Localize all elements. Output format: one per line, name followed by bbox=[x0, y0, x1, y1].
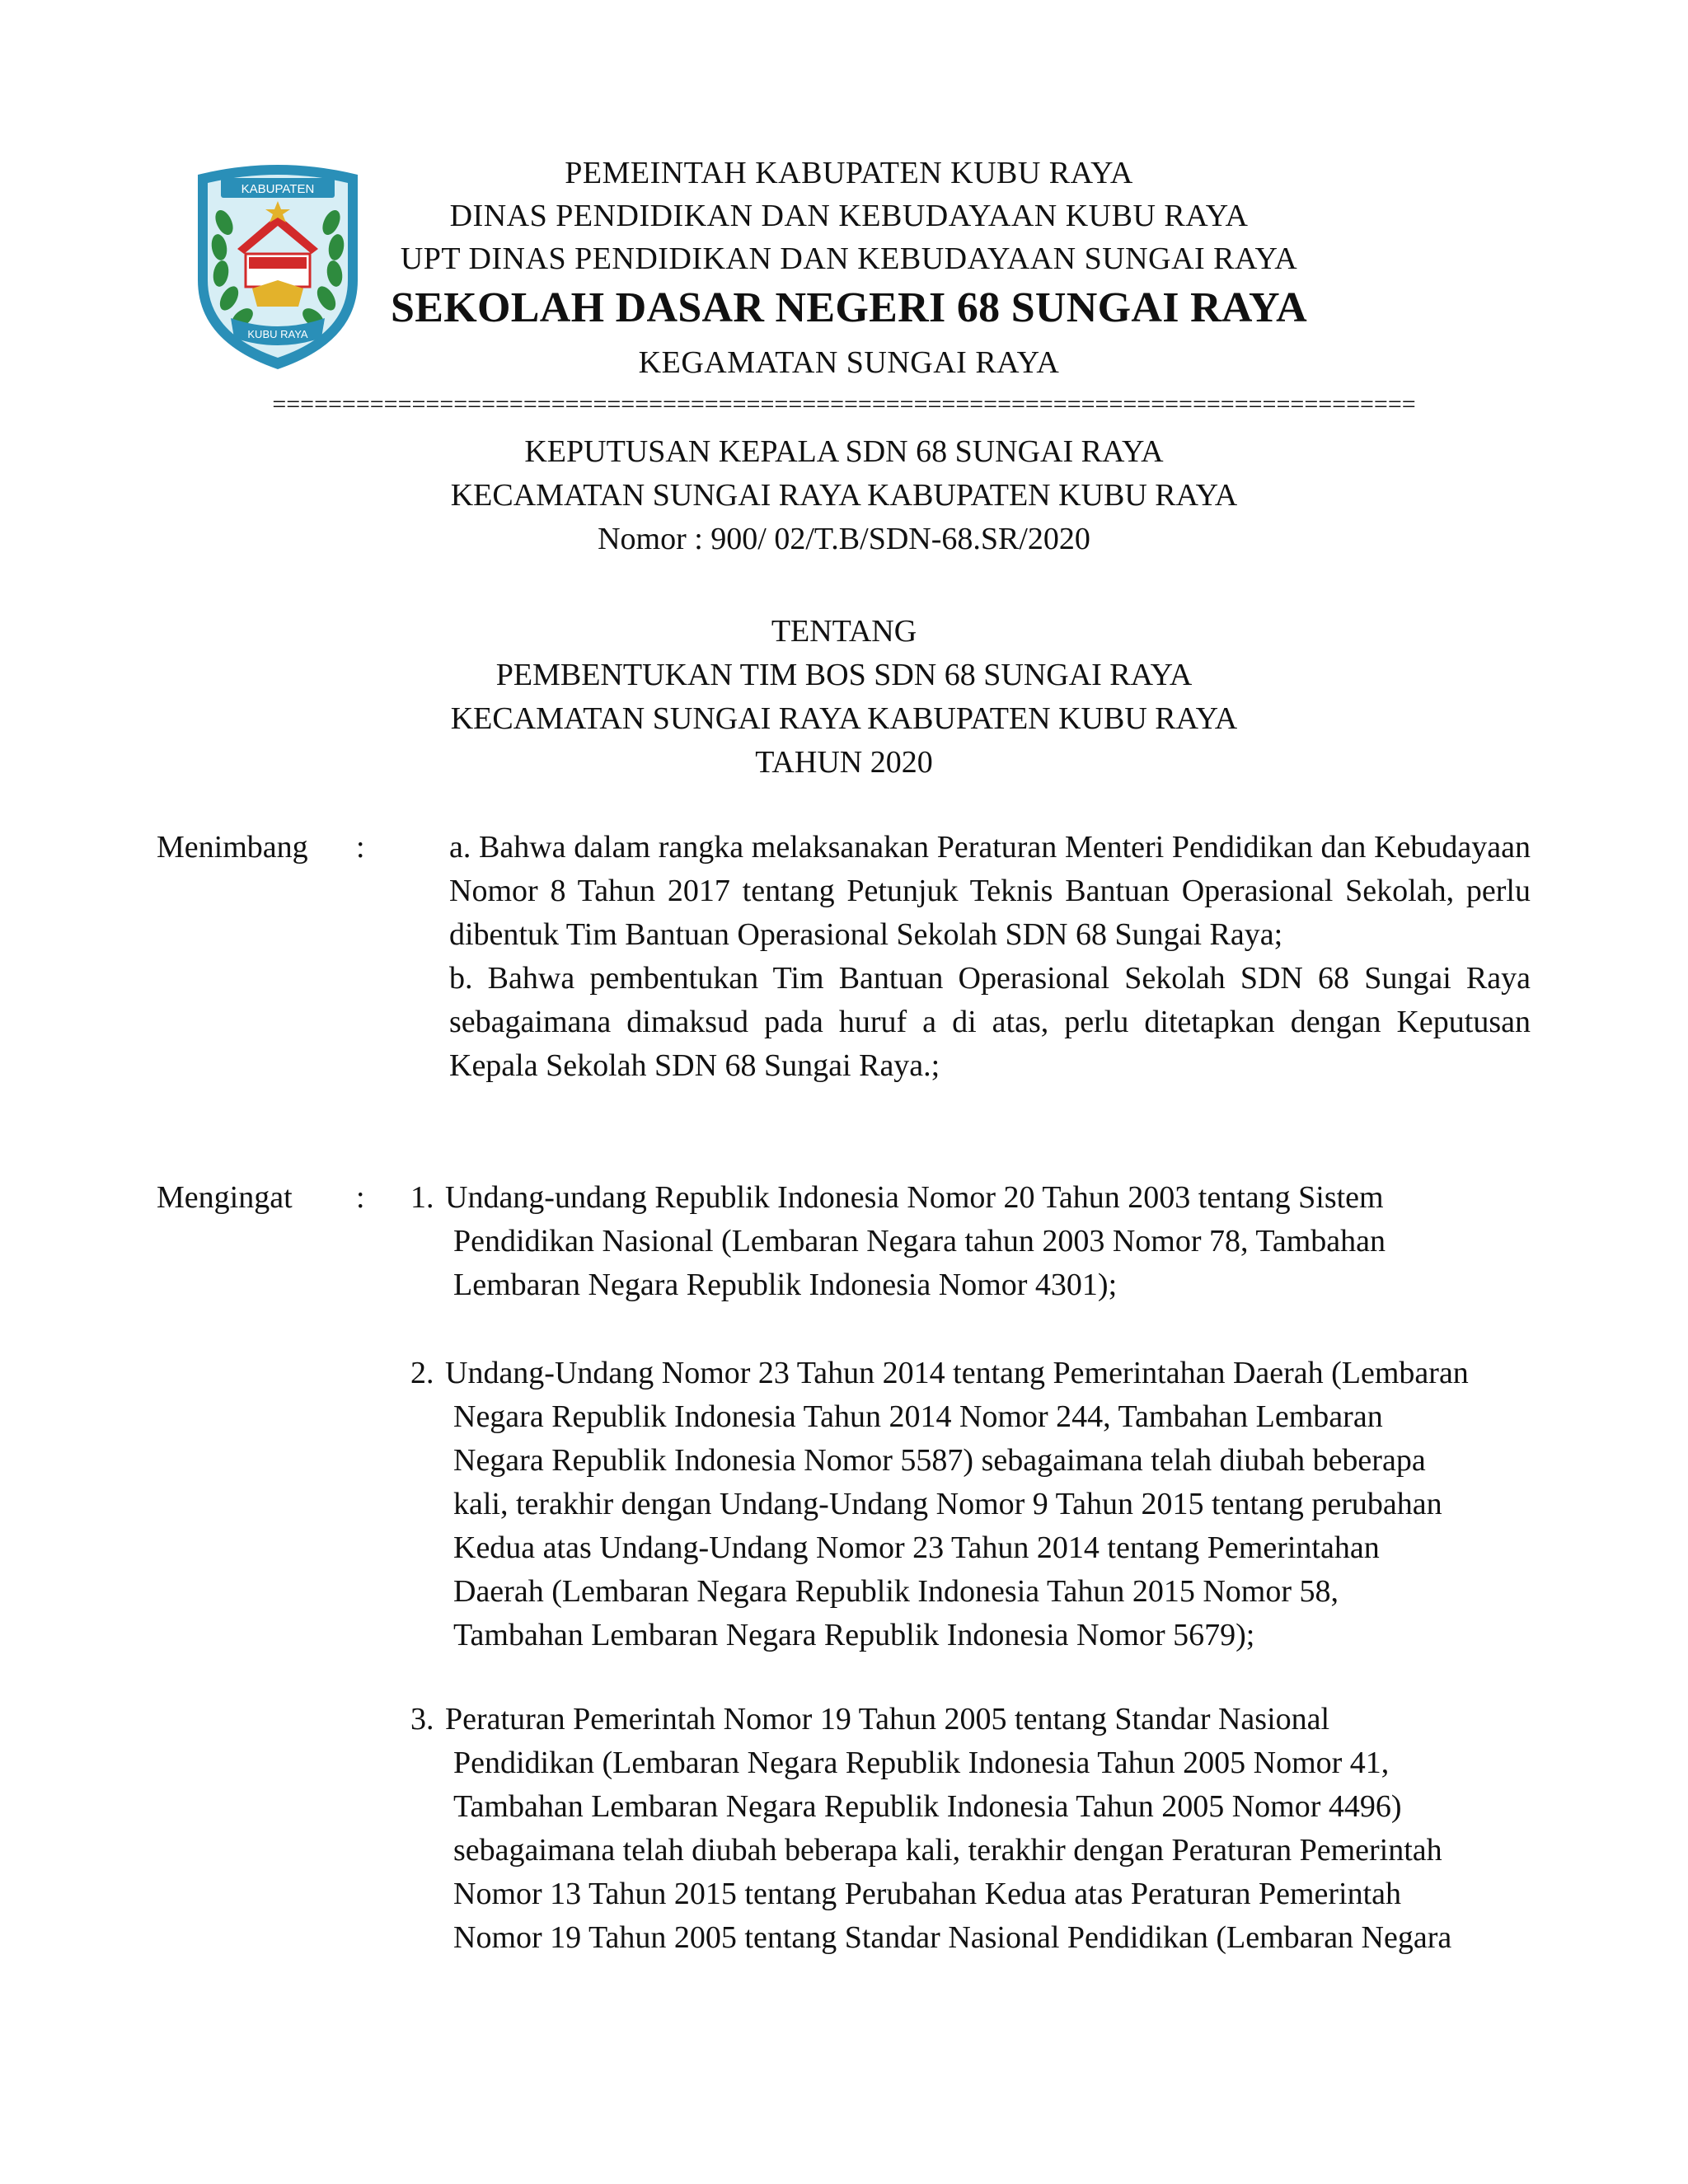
item-line: Undang-Undang Nomor 23 Tahun 2014 tentang Pemerintahan Daerah (Lembaran bbox=[445, 1356, 1469, 1390]
letterhead-school-name: SEKOLAH DASAR NEGERI 68 SUNGAI RAYA bbox=[391, 284, 1307, 331]
letterhead-district: KEGAMATAN SUNGAI RAYA bbox=[638, 345, 1060, 380]
subject-year: TAHUN 2020 bbox=[755, 745, 933, 780]
item-line: Pendidikan (Lembaran Negara Republik Indonesia Tahun 2005 Nomor 41, bbox=[453, 1746, 1390, 1780]
item-line: Undang-undang Republik Indonesia Nomor 20 Tahun 2003 tentang Sistem bbox=[445, 1180, 1384, 1215]
item-line: sebagaimana telah diubah beberapa kali, terakhir dengan Peraturan Pemerintah bbox=[453, 1833, 1442, 1868]
item-line: kali, terakhir dengan Undang-Undang Nomor 9 Tahun 2015 tentang perubahan bbox=[453, 1487, 1442, 1521]
kabupaten-kubu-raya-emblem-icon bbox=[188, 157, 368, 373]
menimbang-label: Menimbang bbox=[157, 830, 308, 865]
menimbang-content bbox=[449, 826, 1531, 1088]
item-number: 1. bbox=[410, 1180, 434, 1215]
decree-number: Nomor : 900/ 02/T.B/SDN-68.SR/2020 bbox=[598, 522, 1090, 556]
mengingat-label: Mengingat bbox=[157, 1180, 293, 1215]
item-line: Peraturan Pemerintah Nomor 19 Tahun 2005 tentang Standar Nasional bbox=[445, 1702, 1330, 1736]
item-line: Nomor 13 Tahun 2015 tentang Perubahan Kedua atas Peraturan Pemerintah bbox=[453, 1877, 1402, 1911]
letterhead-separator: ================================================================================== bbox=[272, 392, 1416, 417]
decree-title-line2: KECAMATAN SUNGAI RAYA KABUPATEN KUBU RAYA bbox=[450, 478, 1238, 513]
item-line: Negara Republik Indonesia Nomor 5587) sebagaimana telah diubah beberapa bbox=[453, 1443, 1426, 1478]
mengingat-colon: : bbox=[356, 1180, 365, 1215]
mengingat-item-3 bbox=[410, 1698, 1540, 1960]
menimbang-point-b: b. Bahwa pembentukan Tim Bantuan Operasional Sekolah SDN 68 Sungai Raya sebagaimana dimaksud pada huruf a di atas, perlu ditetapkan dengan Keputusan Kepala Sekolah SDN 68 Sungai Raya.; bbox=[449, 961, 1531, 1083]
letterhead-upt: UPT DINAS PENDIDIKAN DAN KEBUDAYAAN SUNGAI RAYA bbox=[400, 241, 1298, 276]
decree-title bbox=[165, 430, 1523, 561]
item-number: 2. bbox=[410, 1356, 434, 1390]
item-line: Daerah (Lembaran Negara Republik Indonesia Tahun 2015 Nomor 58, bbox=[453, 1574, 1339, 1609]
item-line: Nomor 19 Tahun 2005 tentang Standar Nasional Pendidikan (Lembaran Negara bbox=[453, 1920, 1452, 1955]
subject-tentang: TENTANG bbox=[771, 614, 917, 649]
decree-title-line1: KEPUTUSAN KEPALA SDN 68 SUNGAI RAYA bbox=[524, 434, 1164, 469]
item-line: Pendidikan Nasional (Lembaran Negara tahun 2003 Nomor 78, Tambahan bbox=[453, 1224, 1386, 1258]
subject-line1: PEMBENTUKAN TIM BOS SDN 68 SUNGAI RAYA bbox=[495, 658, 1193, 692]
mengingat-item-2 bbox=[410, 1352, 1540, 1657]
item-line: Kedua atas Undang-Undang Nomor 23 Tahun 2014 tentang Pemerintahan bbox=[453, 1530, 1380, 1565]
item-line: Lembaran Negara Republik Indonesia Nomor 4301); bbox=[453, 1268, 1118, 1302]
letterhead-government: PEMEINTAH KABUPATEN KUBU RAYA bbox=[565, 156, 1133, 190]
decree-subject bbox=[165, 610, 1523, 785]
menimbang-point-a: a. Bahwa dalam rangka melaksanakan Peraturan Menteri Pendidikan dan Kebudayaan Nomor 8 Tahun 2017 tentang Petunjuk Teknis Bantuan Operasional Sekolah, perlu dibentuk Tim Bantuan Operasional Sekolah SDN 68 Sungai Raya; bbox=[449, 830, 1531, 952]
item-line: Tambahan Lembaran Negara Republik Indonesia Nomor 5679); bbox=[453, 1618, 1255, 1652]
subject-line2: KECAMATAN SUNGAI RAYA KABUPATEN KUBU RAYA bbox=[450, 701, 1238, 736]
letterhead-department: DINAS PENDIDIKAN DAN KEBUDAYAAN KUBU RAYA bbox=[449, 199, 1249, 233]
logo-bottom-text: KUBU RAYA bbox=[247, 328, 308, 340]
mengingat-item-1 bbox=[410, 1176, 1540, 1307]
item-line: Negara Republik Indonesia Tahun 2014 Nomor 244, Tambahan Lembaran bbox=[453, 1399, 1383, 1434]
item-number: 3. bbox=[410, 1702, 434, 1736]
item-line: Tambahan Lembaran Negara Republik Indonesia Tahun 2005 Nomor 4496) bbox=[453, 1789, 1402, 1824]
logo-top-text: KABUPATEN bbox=[241, 182, 315, 196]
menimbang-colon: : bbox=[356, 830, 365, 865]
